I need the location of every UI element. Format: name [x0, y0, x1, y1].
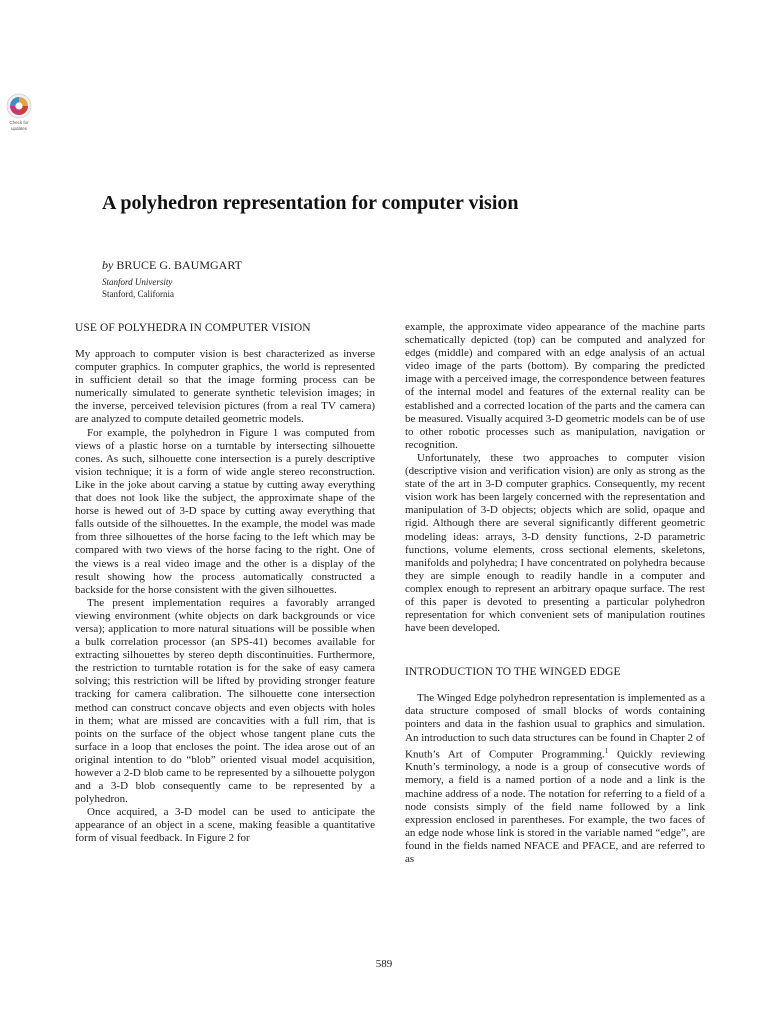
paragraph: For example, the polyhedron in Figure 1 was computed from views of a plastic horse on a turntable by intersecting silhouette cones. As such, silhouette cone intersection is a purely descriptive vision technique; it is a form of wide angle stereo reconstruction. Like in the joke about carving a statue by cutting away everything that does not look like the subject, the approximate shape of the horse is hewed out of 3-D space by cutting away everything that falls outside of the silhouettes. In the example, the model was made from three silhouettes of the horse facing to the left which may be compared with two views of the horse facing to the right. One of the views is a real video image and the other is a display of the result showing how the process automatically constructed a backside for the horse consistent with the given silhouettes.	[75, 426, 375, 596]
paragraph-text: Quickly reviewing Knuth’s terminology, a node is a group of consecutive words of memory, a field is a named portion of a node and a link is the machine address of a node. The notation for referring to a field of a node consists simply of the field name followed by a link expression enclosed in parentheses. For example, the two faces of an edge node whose link is stored in the variable named “edge”, are found in the fields named NFACE and PFACE, and are referred to as	[405, 748, 705, 866]
paragraph: Unfortunately, these two approaches to computer vision (descriptive vision and verification vision) are only as strong as the state of the art in 3-D computer graphics. Consequently, my recent vision work has been largely concerned with the representation and manipulation of 3-D objects; objects which are solid, opaque and rigid. Although there are several significantly different geometric modeling ideas: arrays, 3-D density functions, 2-D parametric functions, volume elements, cross sectional elements, skeletons, manifolds and polyhedra; I have concentrated on polyhedra because they are simple enough to readily handle in a computer and complex enough to represent an arbitrary opaque surface. The rest of this paper is devoted to presenting a particular polyhedron representation for which convenient sets of manipulation routines have been developed.	[405, 451, 705, 635]
section-heading-use-of-polyhedra: USE OF POLYHEDRA IN COMPUTER VISION	[75, 322, 311, 334]
crossmark-icon	[6, 93, 32, 119]
paragraph	[405, 692, 705, 866]
right-column	[405, 321, 705, 866]
check-for-updates-badge[interactable]	[5, 93, 33, 131]
author-name: BRUCE G. BAUMGART	[116, 258, 242, 272]
badge-label-line2: updates	[10, 126, 27, 131]
byline-prefix: by	[102, 258, 114, 272]
paragraph: The present implementation requires a favorably arranged viewing environment (white objects on dark backgrounds or vice versa); application to more natural situations will be possible when a bulk correlation processor (an SPS-41) becomes available for extracting silhouettes by stereo depth discontinuities. Furthermore, the restriction to turntable rotation is for the sake of easy camera solving; this restriction will be lifted by providing stronger feature tracking for camera calibration. The silhouette cone intersection method can construct concave objects and even objects with holes in them; what are missed are concavities with a full rim, that is points on the surface of the object whose tangent plane cuts the surface in a loop that encloses the point. The idea arose out of an original intention to do “blob” oriented visual model acquisition, however a 2-D blob came to be represented by a silhouette polygon and a 3-D blob consequently came to be represented by a polyhedron.	[75, 596, 375, 806]
paragraph: My approach to computer vision is best characterized as inverse computer graphics. In computer graphics, the world is represented in sufficient detail so that the image forming process can be numerically simulated to generate synthetic television images; in the inverse, perceived television pictures (from a real TV camera) are analyzed to compute detailed geometric models.	[75, 348, 375, 426]
paragraph-text: The Winged Edge polyhedron representation is implemented as a data structure composed of small blocks of words containing pointers and data in the fashion usual to graphics and simulation. An introduction to such data structures can be found in Chapter 2 of Knuth’s Art of Computer Programming.	[405, 692, 705, 761]
author-institution: Stanford University	[102, 277, 173, 287]
badge-label-line1: Check for	[9, 120, 29, 125]
paragraph: example, the approximate video appearance of the machine parts schematically depicted (top) can be computed and analyzed for edges (middle) and compared with an edge analysis of an actual video image of the parts (bottom). By comparing the predicted image with a perceived image, the correspondence between features of the internal model and features of the external reality can be established and a corrected location of the parts and the camera can be measured. Visually acquired 3-D geometric models can be of use to other robotic processes such as manipulation, navigation or recognition.	[405, 321, 705, 451]
author-location: Stanford, California	[102, 289, 174, 299]
paragraph: Once acquired, a 3-D model can be used to anticipate the appearance of an object in a scene, making feasible a quantitative form of visual feedback. In Figure 2 for	[75, 806, 375, 845]
section-heading-winged-edge: INTRODUCTION TO THE WINGED EDGE	[405, 666, 621, 679]
footnote-ref[interactable]: 1	[604, 746, 609, 755]
left-column	[75, 321, 375, 846]
page-number: 589	[375, 958, 393, 970]
byline	[102, 258, 242, 273]
paper-title: A polyhedron representation for computer vision	[102, 192, 519, 214]
